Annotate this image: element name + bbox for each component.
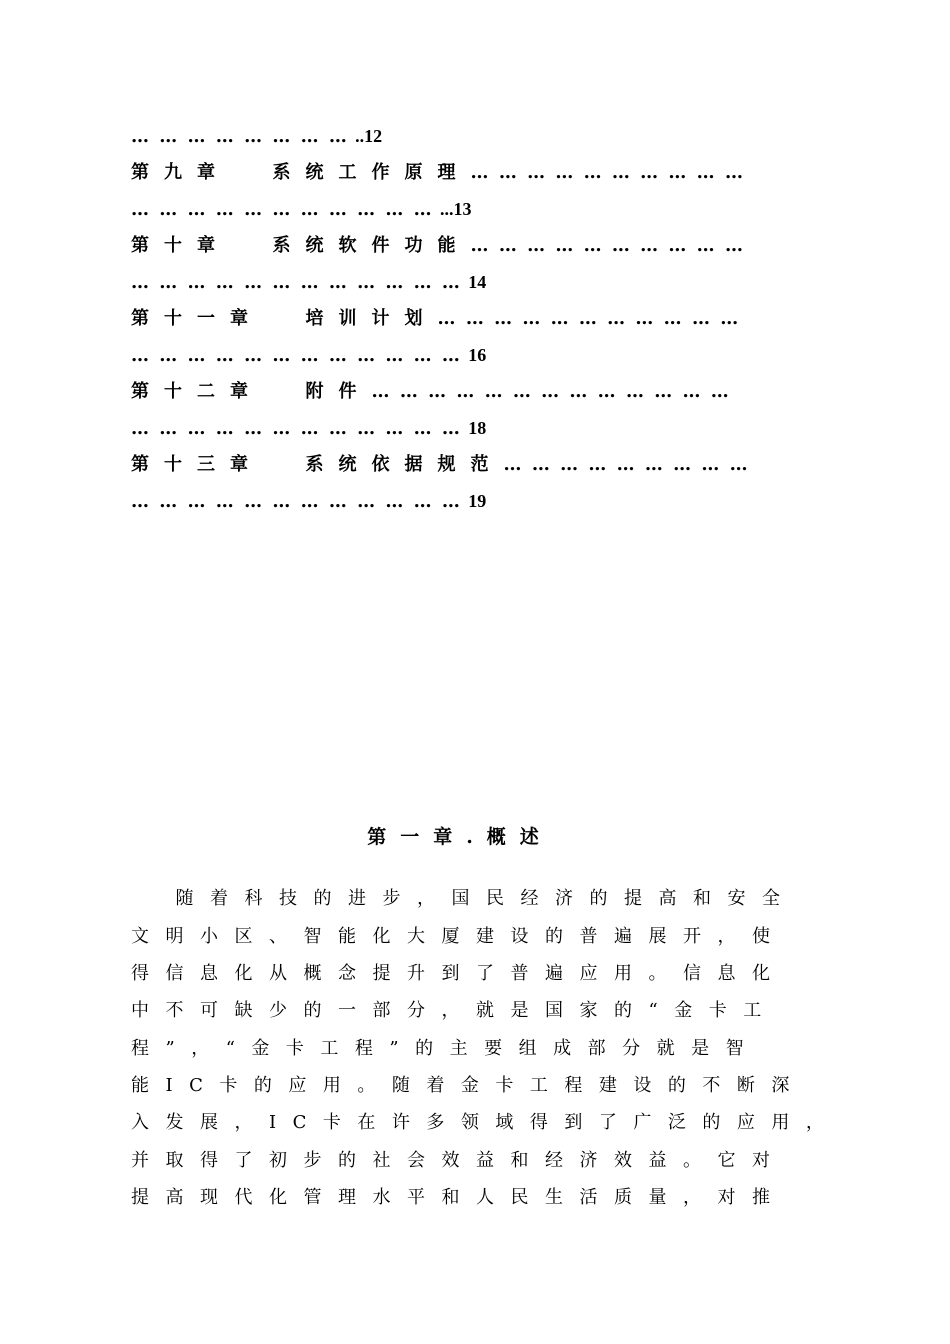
toc-leader: … … … … … … … … … … … … xyxy=(131,272,462,293)
toc-leader: … … … … … … … … … xyxy=(503,454,750,475)
toc-leader: … … … … … … … … … … … xyxy=(131,199,434,220)
toc-line xyxy=(131,306,831,331)
body-text-line: 程”，“金卡工程”的主要组成部分就是智 xyxy=(131,1038,761,1059)
body-text-line: 提高现代化管理水平和人民生活质量，对推 xyxy=(131,1187,787,1208)
toc-leader: … … … … … … … … … … … xyxy=(437,308,741,329)
toc-leader: … … … … … … … … … … xyxy=(470,162,745,183)
toc-leader: … … … … … … … … … … … … xyxy=(131,491,462,512)
toc-title: 第十一章 培训计划 xyxy=(131,308,438,329)
toc-page-number: 19 xyxy=(468,491,487,511)
toc-page-number: ...13 xyxy=(439,199,472,219)
toc-line xyxy=(131,270,831,295)
toc-title: 第九章 系统工作原理 xyxy=(131,162,471,183)
body-text-line: 随着科技的进步，国民经济的提高和安全 xyxy=(131,888,797,909)
body-text-line: 文明小区、智能化大厦建设的普遍展开，使 xyxy=(131,926,787,947)
toc-line xyxy=(131,233,831,258)
toc-leader: … … … … … … … … … … xyxy=(470,235,745,256)
toc-title: 第十章 系统软件功能 xyxy=(131,235,471,256)
toc-title: 第十三章 系统依据规范 xyxy=(131,454,504,475)
chapter-heading: 第一章.概述 xyxy=(367,826,553,848)
toc-leader: … … … … … … … … … … … … xyxy=(131,418,462,439)
body-text-line: 并取得了初步的社会效益和经济效益。它对 xyxy=(131,1150,787,1171)
toc-page-number: 14 xyxy=(468,272,487,292)
toc-page-number: ..12 xyxy=(355,126,383,146)
toc-line xyxy=(131,197,831,222)
toc-line xyxy=(131,416,831,441)
toc-page-number: 16 xyxy=(468,345,487,365)
toc-line xyxy=(131,160,831,185)
toc-title: 第十二章 附件 xyxy=(131,381,372,402)
body-text-line: 入发展，IC卡在许多领域得到了广泛的应用， xyxy=(131,1112,841,1133)
toc-leader: … … … … … … … … … … … … … xyxy=(371,381,731,402)
toc-line xyxy=(131,124,831,149)
toc-line xyxy=(131,452,831,477)
toc-line xyxy=(131,489,831,514)
toc-line xyxy=(131,379,831,404)
toc-leader: … … … … … … … … xyxy=(131,126,349,147)
toc-leader: … … … … … … … … … … … … xyxy=(131,345,462,366)
body-text-line: 得信息化从概念提升到了普遍应用。信息化 xyxy=(131,963,787,984)
toc-line xyxy=(131,343,831,368)
toc-page-number: 18 xyxy=(468,418,487,438)
body-text-line: 中不可缺少的一部分，就是国家的“金卡工 xyxy=(131,1000,778,1021)
body-text-line: 能IC卡的应用。随着金卡工程建设的不断深 xyxy=(131,1075,806,1096)
